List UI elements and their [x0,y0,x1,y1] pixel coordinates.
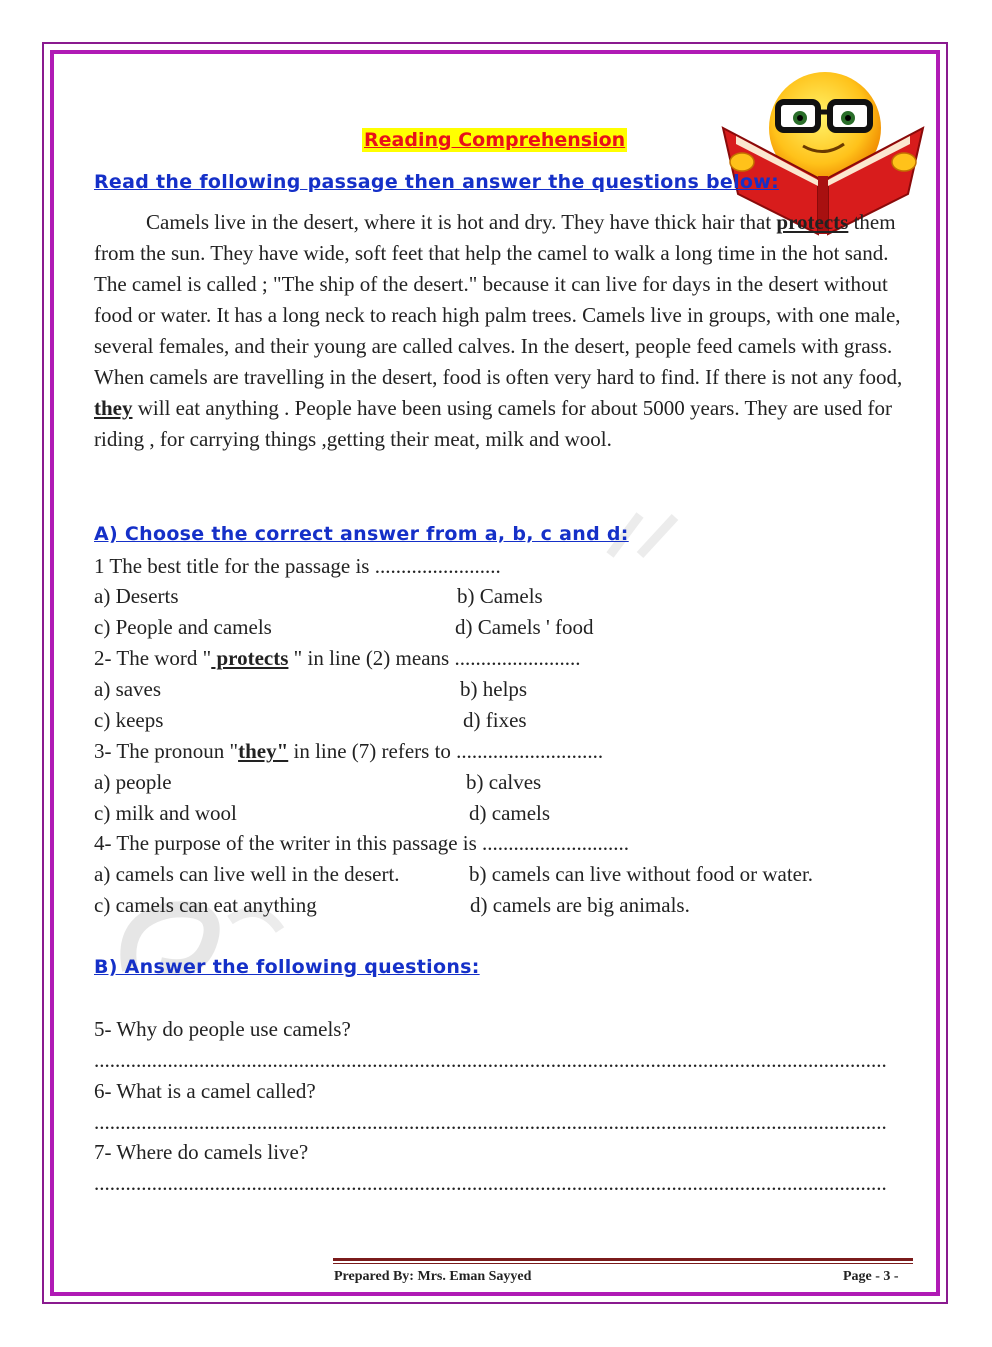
q1-option-c[interactable]: c) People and camels [94,615,272,639]
q3-option-c[interactable]: c) milk and wool [94,801,237,825]
passage-word-protects: protects [776,210,849,234]
passage-text-1: Camels live in the desert, where it is hot and dry. They have thick hair that [146,210,777,234]
q2-suffix: " in line (2) means ........................ [288,646,581,670]
q4-option-b[interactable]: b) camels can live without food or water. [469,862,814,886]
page-title: Reading Comprehension [364,129,626,151]
q2-option-a[interactable]: a) saves [94,677,162,701]
footer-page-number: Page - 3 - [843,1269,899,1284]
footer-divider-thin [333,1263,913,1264]
passage-word-they: they [94,396,133,420]
footer-divider [333,1258,913,1261]
section-b-heading: B) Answer the following questions: [94,956,480,978]
q2-word: protects [211,646,289,670]
q1-option-d[interactable]: d) Camels ' food [455,615,594,639]
q3-suffix: in line (7) refers to ............................ [288,739,604,763]
q4-option-a[interactable]: a) camels can live well in the desert. [94,862,400,886]
q2-option-c[interactable]: c) keeps [94,708,164,732]
question-1: 1 The best title for the passage is ........................ [94,554,501,578]
question-7: 7- Where do camels live? [94,1140,309,1164]
footer-author: Prepared By: Mrs. Eman Sayyed [334,1269,532,1284]
reading-passage [94,207,914,455]
q2-prefix: 2- The word " [94,646,212,670]
q3-option-d[interactable]: d) camels [469,801,551,825]
q4-option-c[interactable]: c) camels can eat anything [94,893,317,917]
q2-option-b[interactable]: b) helps [460,677,528,701]
q3-option-a[interactable]: a) people [94,770,172,794]
question-5: 5- Why do people use camels? [94,1017,351,1041]
answer-line-5[interactable]: ....................................................................................................................................................... [94,1048,887,1072]
question-3 [94,737,603,765]
answer-line-6[interactable]: ....................................................................................................................................................... [94,1110,887,1134]
q3-option-b[interactable]: b) calves [466,770,542,794]
q3-prefix: 3- The pronoun " [94,739,239,763]
passage-instruction: Read the following passage then answer the questions below: [94,171,779,193]
section-a-heading: A) Choose the correct answer from a, b, c and d: [94,523,629,545]
q2-option-d[interactable]: d) fixes [463,708,527,732]
question-2 [94,644,580,672]
q3-word: they" [238,739,289,763]
question-4: 4- The purpose of the writer in this passage is ............................ [94,831,630,855]
question-6: 6- What is a camel called? [94,1079,316,1103]
answer-line-7[interactable]: ....................................................................................................................................................... [94,1171,887,1195]
passage-text-2: them from the sun. They have wide, soft feet that help the camel to walk a long time in the hot sand. The camel is called ; "The ship of the desert." because it can live for days in the desert without food or water. It has a long neck to reach high palm trees. Camels live in groups, with one male, several females, and their young are called calves. In the desert, people feed camels with grass. When camels are travelling in the desert, food is often very hard to find. If there is not any food, [94,210,903,389]
passage-text-3: will eat anything . People have been using camels for about 5000 years. They are used for riding , for carrying things ,getting their meat, milk and wool. [94,396,892,451]
q4-option-d[interactable]: d) camels are big animals. [470,893,690,917]
q1-option-a[interactable]: a) Deserts [94,584,179,608]
q1-option-b[interactable]: b) Camels [457,584,543,608]
